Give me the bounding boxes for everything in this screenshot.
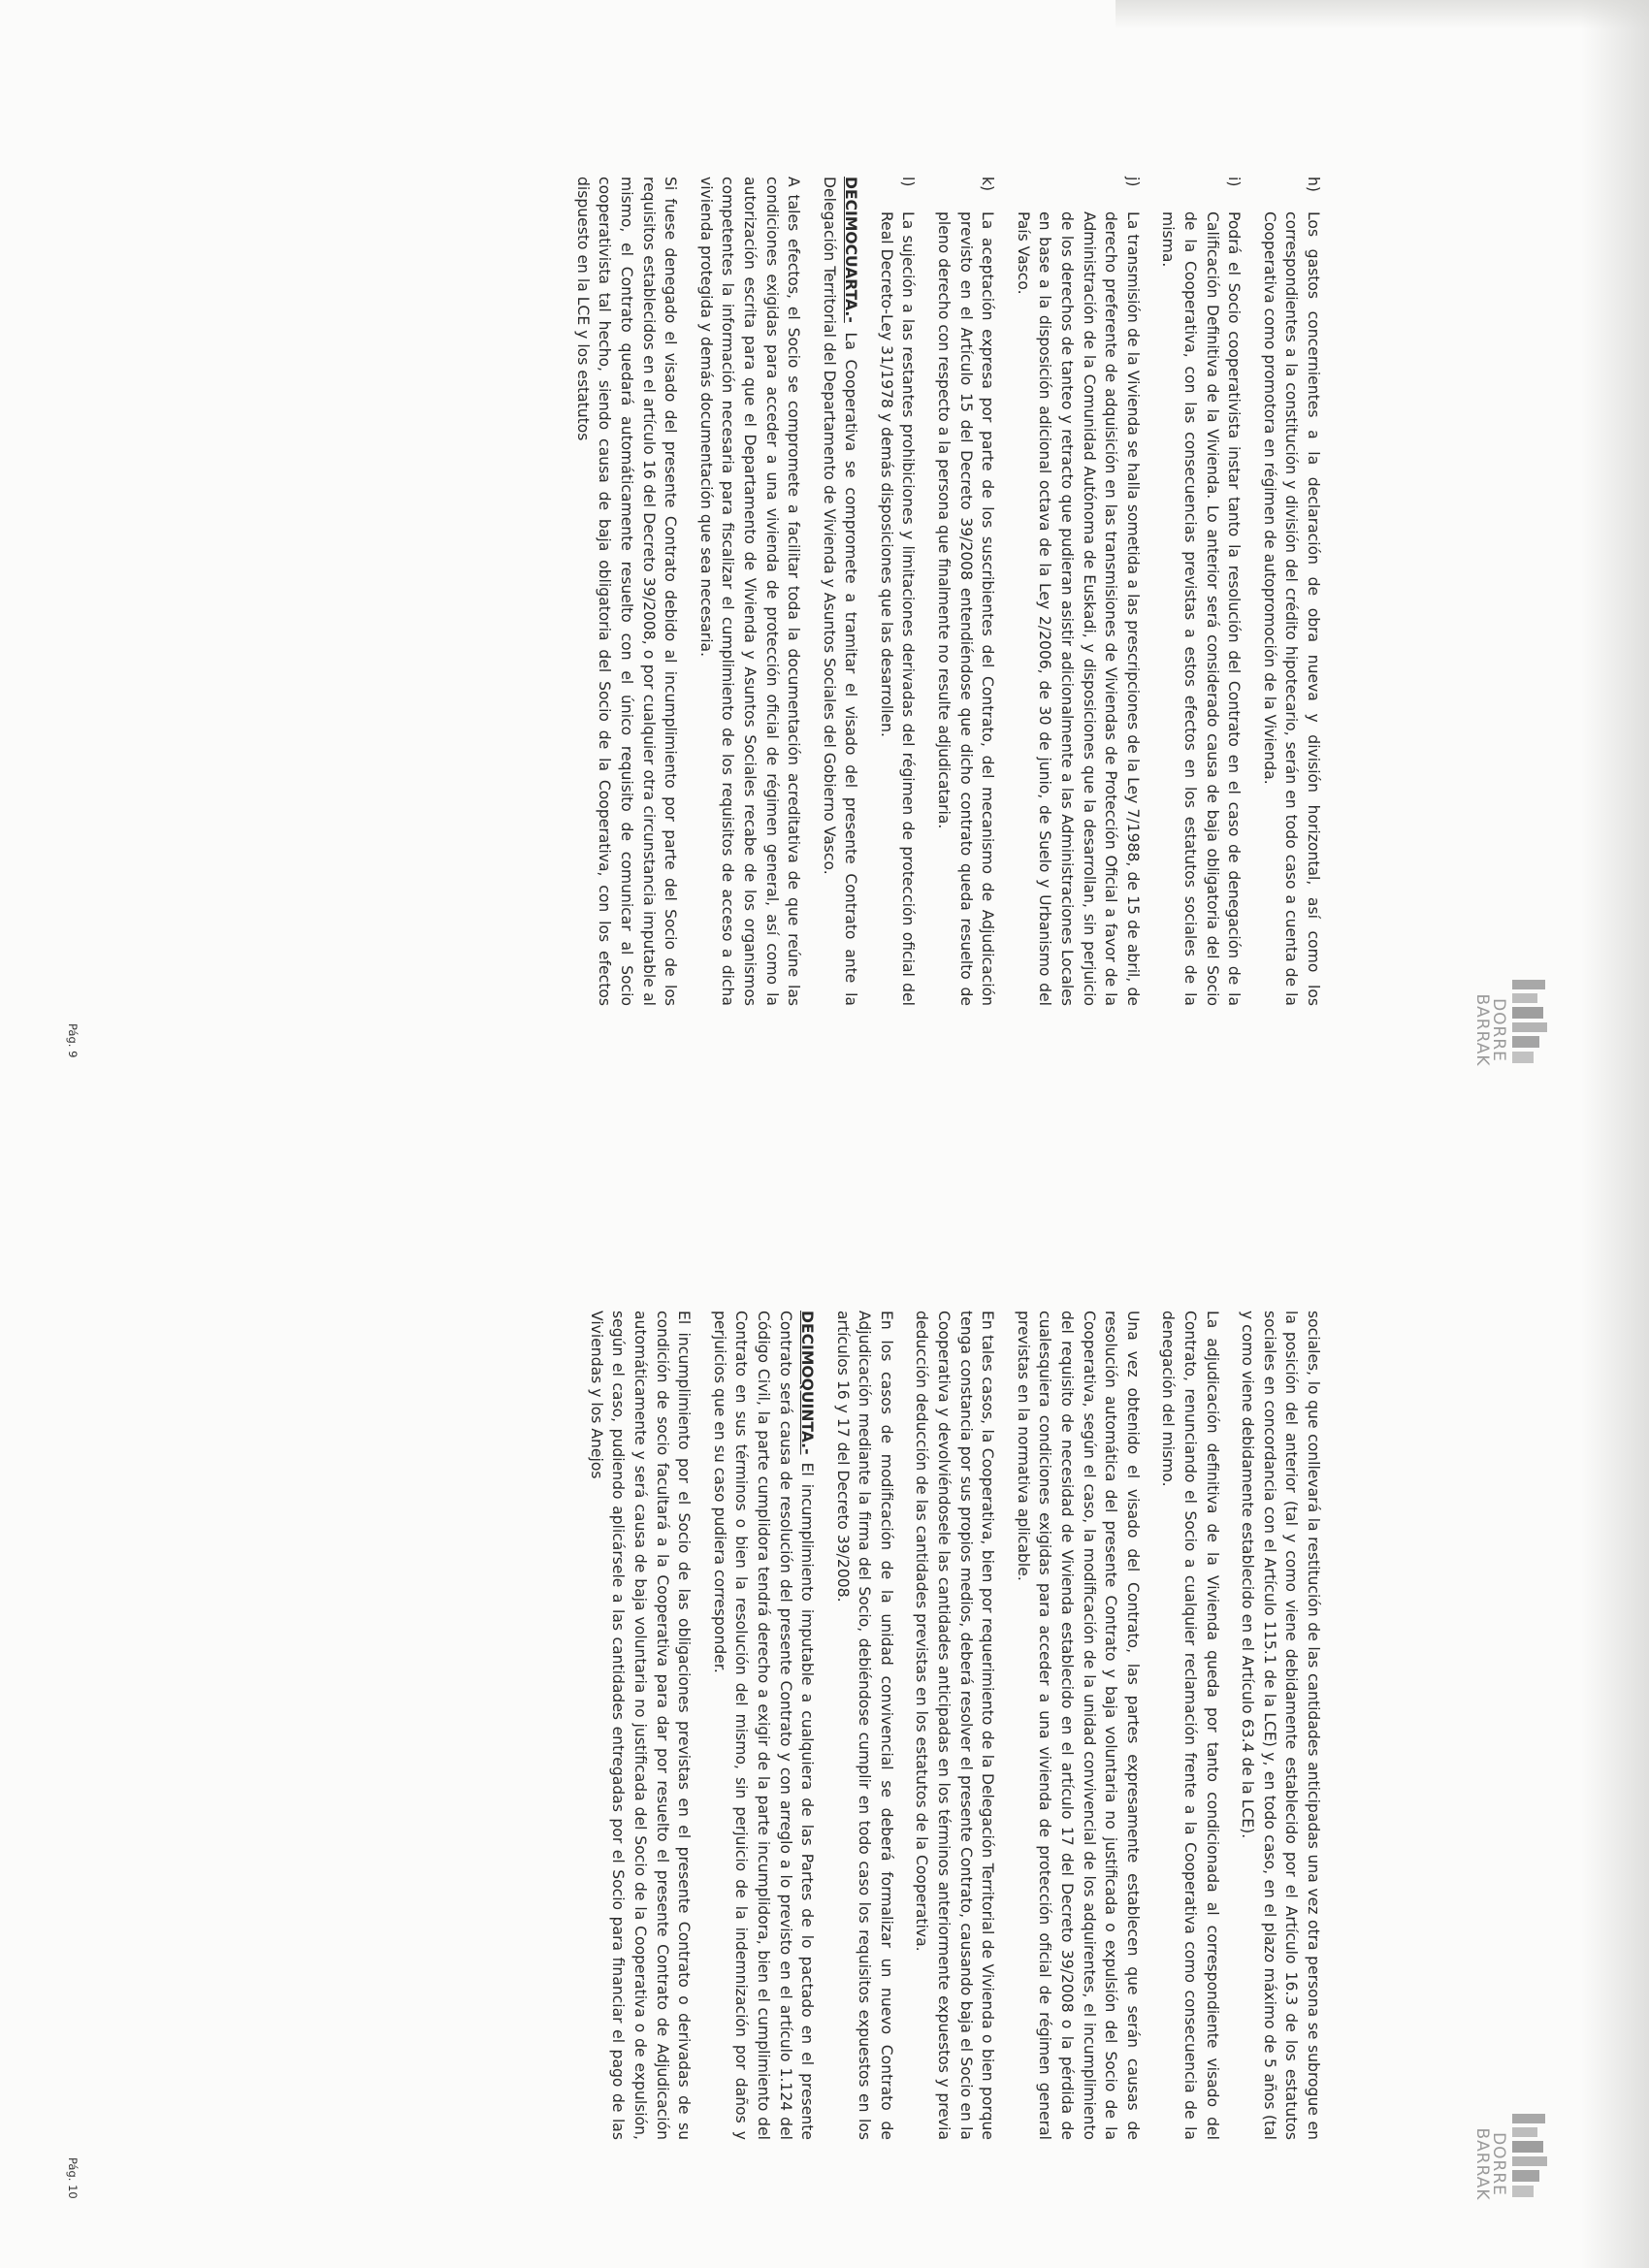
logo-text-line1: DORRE — [1489, 2132, 1508, 2196]
paragraph: Una vez obtenido el visado del Contrato, las partes expresamente establecen que serán causas de resolución automática del presente Contrato y baja voluntaria no justificada o expulsión del Socio de la Cooperativa, según el caso, la modificación de la unidad convivencial de los adquirentes, el incumplimiento del requisito de necesidad de Vivienda establecido en el artículo 17 del Decreto 39/2008 o la pérdida de cualesquiera condiciones exigidas para acceder a una vivienda de protección oficial de régimen general previstas en la normativa aplicable. — [1014, 1311, 1142, 2140]
paragraph: sociales, lo que conllevará la restitución de las cantidades anticipadas una vez otra persona se subrogue en la posición del anterior (tal y como viene debidamente establecido por el Artículo 16.3 de los estatutos sociales en concordancia con el Artículo 115.1 de la LCE) y, en todo caso, en el plazo máximo de 5 años (tal y como viene debidamente establecido en el Artículo 63.4 de la LCE). — [1239, 1311, 1322, 2140]
paragraph: La adjudicación definitiva de la Vivienda queda por tanto condicionada al correspondiente visado del Contrato, renunciando el Socio a cualquier reclamación frente a la Cooperativa como consecuencia de la denegación del mismo. — [1159, 1311, 1221, 2140]
item-marker: h) — [1305, 177, 1322, 192]
item-text: Podrá el Socio cooperativista instar tanto la resolución del Contrato en el caso de denegación de la Calificación Definitiva de la Vivienda. Lo anterior será considerado causa de baja obligatoria del Socio de la Cooperativa, con las consecuencias previstas a estos efectos en los estatutos sociales de la misma. — [1159, 211, 1244, 1006]
paragraph: En los casos de modificación de la unidad convivencial se deberá formalizar un nuevo Contrato de Adjudicación mediante la firma del Socio, debiéndose cumplir en todo caso los requisitos expuestos en los artículos 16 y 17 del Decreto 39/2008. — [833, 1311, 895, 2140]
clause-item-l — [875, 177, 919, 1006]
page-9-text — [558, 177, 1324, 1006]
logo-text-line2: BARRAK — [1472, 993, 1492, 1067]
page-number: Pág. 10 — [66, 2157, 80, 2199]
page-10-text — [571, 1311, 1324, 2140]
section-text: La Cooperativa se compromete a tramitar el visado del presente Contrato ante la Delegación Territorial del Departamento de Vivienda y Asuntos Sociales del Gobierno Vasco. — [820, 177, 860, 1006]
logo-text — [1473, 2118, 1506, 2211]
item-text: La aceptación expresa por parte de los suscribientes del Contrato, del mecanismo de Adjudicación previsto en el Artículo 15 del Decreto 39/2008 entendiéndose que dicho contrato queda resuelto de pleno derecho con respecto a la persona que finalmente no resulte adjudicataria. — [935, 211, 997, 1006]
section-text: El incumplimiento imputable a cualquiera de las Partes de lo pactado en el presente Contrato será causa de resolución del presente Contrato y con arreglo a lo previsto en el artículo 1.124 del Código Civil, la parte cumplidora tendrá derecho a exigir de la parte incumplidora, bien el cumplimiento del Contrato en sus términos o bien la resolución del mismo, sin perjuicio de la indemnización por daños y perjuicios que en su caso pudiera corresponder. — [710, 1311, 817, 2140]
clause-item-h — [1258, 177, 1324, 1006]
logo-text-line1: DORRE — [1489, 998, 1508, 1062]
logo-text — [1473, 984, 1506, 1077]
item-marker: l) — [899, 177, 918, 187]
logo-text-line2: BARRAK — [1472, 2127, 1492, 2201]
item-text: La sujeción a las restantes prohibiciones y limitaciones derivadas del régimen de protección oficial del Real Decreto-Ley 31/1978 y demás disposiciones que las desarrollen. — [877, 211, 918, 1006]
item-marker: j) — [1123, 177, 1142, 187]
clause-item-i — [1157, 177, 1245, 1006]
logo-mark-icon — [1508, 976, 1549, 1073]
item-text: La transmisión de la Vivienda se halla sometida a las prescripciones de la Ley 7/1988, de 15 de abril, de derecho preferente de adquisición en las transmisiones de Viviendas de Protección Oficial a favor de la Administración de la Comunidad Autónoma de Euskadi, y disposiciones que la desarrollan, sin perjuicio de los derechos de tanteo y retracto que pudieran asistir adicionalmente a las Administraciones Locales en base a la disposición adicional octava de la Ley 2/2006, de 30 de junio, de Suelo y Urbanismo del País Vasco. — [1014, 211, 1142, 1006]
page-10 — [0, 1134, 1649, 2268]
paragraph: El incumplimiento por el Socio de las obligaciones previstas en el presente Contrato o derivadas de su condición de socio facultará a la Cooperativa para dar por resuelto el presente Contrato de Adjudicación automáticamente y será causa de baja voluntaria no justificada del Socio de la Cooperativa o de expulsión, según el caso, pudiendo aplicársele a las cantidades entregadas por el Socio para financiar el pago de las Viviendas y los Anejos — [587, 1311, 694, 2140]
logo-mark-icon — [1508, 2110, 1549, 2207]
paragraph: Si fuese denegado el visado del presente Contrato debido al incumplimiento por parte del Socio de los requisitos establecidos en el artículo 16 del Decreto 39/2008, o por cualquier otra circunstancia imputable al mismo, el Contrato quedará automáticamente resuelto con el único requisito de comunicar al Socio cooperativista tal hecho, siendo causa de baja obligatoria del Socio de la Cooperativa, con los efectos dispuesto en la LCE y los estatutos — [573, 177, 680, 1006]
paragraph: A tales efectos, el Socio se compromete a facilitar toda la documentación acreditativa de que reúne las condiciones exigidas para acceder a una vivienda de protección oficial de régimen general, así como la autorización escrita para que el Departamento de Vivienda y Asuntos Sociales recabe de los organismos competentes la información necesaria para fiscalizar el cumplimiento de los requisitos de acceso a dicha vivienda protegida y demás documentación que sea necesaria. — [696, 177, 803, 1006]
clause-item-k — [933, 177, 999, 1006]
paragraph: En tales casos, la Cooperativa, bien por requerimiento de la Delegación Territorial de Vivienda o bien porque tenga constancia por sus propios medios, deberá resolver el presente Contrato, causando baja el Socio en la Cooperativa y devolviéndosele las cantidades anticipadas en los términos anteriormente expuestos y previa deducción deducción de las cantidades previstas en los estatutos de la Cooperativa. — [913, 1311, 997, 2140]
section-heading: DECIMOCUARTA.- — [842, 177, 860, 323]
clause-decimocuarta — [818, 177, 861, 1006]
clause-item-j — [1012, 177, 1144, 1006]
dorre-barrak-logo — [1470, 2104, 1557, 2211]
section-heading: DECIMOQUINTA.- — [798, 1311, 817, 1455]
dorre-barrak-logo — [1470, 970, 1557, 1077]
clause-decimoquinta — [708, 1311, 818, 2140]
item-text: Los gastos concernientes a la declaración de obra nueva y división horizontal, así como los correspondientes a la constitución y división del crédito hipotecario, serán en todo caso a cuenta de la Cooperativa como promotora en régimen de autopromoción de la Vivienda. — [1260, 211, 1322, 1006]
page-number: Pág. 9 — [66, 1023, 80, 1058]
item-marker: k) — [979, 177, 997, 192]
item-marker: i) — [1225, 177, 1244, 187]
